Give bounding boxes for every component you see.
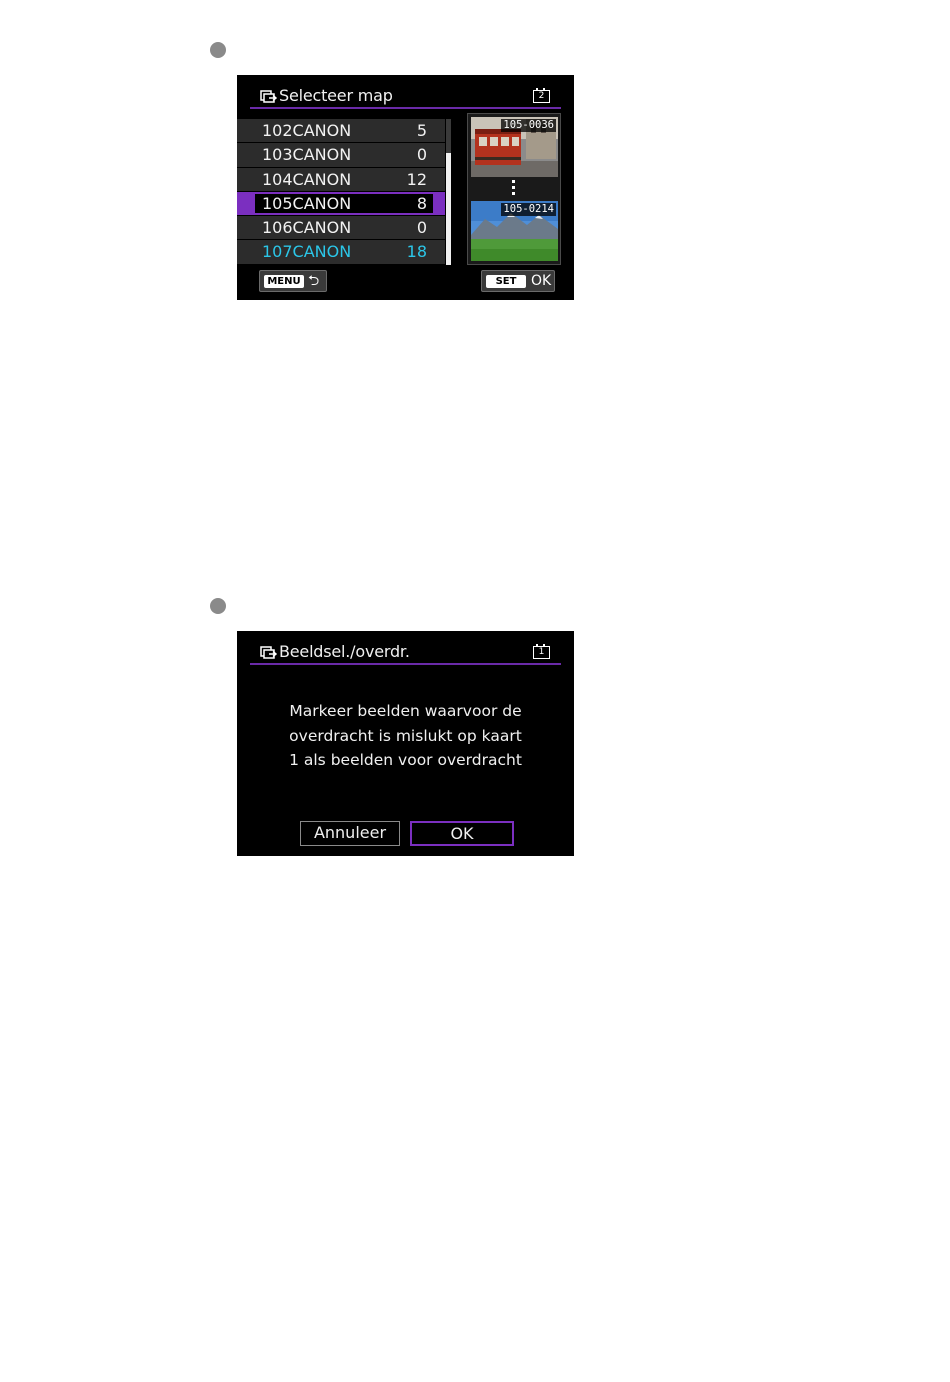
memory-card-icon — [533, 644, 550, 659]
message-line: Markeer beelden waarvoor de — [289, 702, 522, 720]
folder-image-count: 0 — [416, 218, 427, 238]
folder-name: 107CANON — [262, 242, 352, 262]
image-transfer-icon — [260, 90, 277, 103]
image-transfer-icon — [260, 646, 277, 659]
thumbnail-last-image — [471, 201, 558, 261]
image-number-label: 105-0214 — [503, 203, 554, 215]
scrollbar-thumb[interactable] — [446, 153, 451, 265]
bullet-point — [210, 42, 226, 58]
folder-name: 104CANON — [262, 169, 352, 189]
folder-row[interactable] — [237, 216, 445, 240]
folder-name: 106CANON — [262, 218, 352, 238]
camera-screen-confirm-dialog — [237, 631, 574, 856]
message-line: overdracht is mislukt op kaart — [289, 726, 522, 745]
image-number-label: 105-0036 — [503, 119, 554, 131]
page-title: Beeldsel./overdr. — [279, 642, 410, 661]
folder-name: 102CANON — [262, 121, 352, 140]
message-line: 1 als beelden voor overdracht — [289, 751, 522, 769]
folder-row[interactable] — [237, 119, 445, 143]
folder-image-count: 5 — [416, 121, 427, 140]
folder-image-count: 8 — [416, 193, 427, 213]
thumbnail-preview-panel — [467, 113, 561, 265]
folder-image-count: 0 — [416, 145, 427, 165]
set-key-label: SET — [486, 275, 526, 288]
menu-key-label: MENU — [264, 275, 304, 288]
screen-header — [250, 641, 561, 665]
folder-row-selected[interactable] — [237, 192, 445, 216]
card-number: 1 — [533, 646, 550, 659]
return-arrow-icon: ⮌ — [308, 273, 320, 289]
page-title: Selecteer map — [279, 86, 393, 105]
set-ok-button[interactable] — [481, 270, 555, 292]
ok-label: OK — [531, 273, 552, 289]
more-images-ellipsis-icon — [512, 180, 516, 198]
folder-name: 103CANON — [262, 145, 352, 165]
folder-row-current[interactable] — [237, 240, 445, 264]
ok-button[interactable]: OK — [410, 821, 514, 846]
camera-screen-select-folder — [237, 75, 574, 300]
thumbnail-first-image — [471, 117, 558, 177]
folder-image-count: 18 — [406, 242, 427, 262]
screen-header — [250, 85, 561, 109]
bullet-point — [210, 598, 226, 614]
cancel-button[interactable]: Annuleer — [300, 821, 400, 846]
folder-row[interactable] — [237, 168, 445, 192]
card-number: 2 — [533, 90, 550, 103]
memory-card-icon — [533, 88, 550, 103]
menu-back-button[interactable] — [259, 270, 327, 292]
folder-list — [237, 119, 445, 265]
dialog-message — [267, 699, 544, 773]
folder-row[interactable] — [237, 143, 445, 167]
folder-name: 105CANON — [262, 193, 352, 213]
folder-image-count: 12 — [406, 169, 427, 189]
